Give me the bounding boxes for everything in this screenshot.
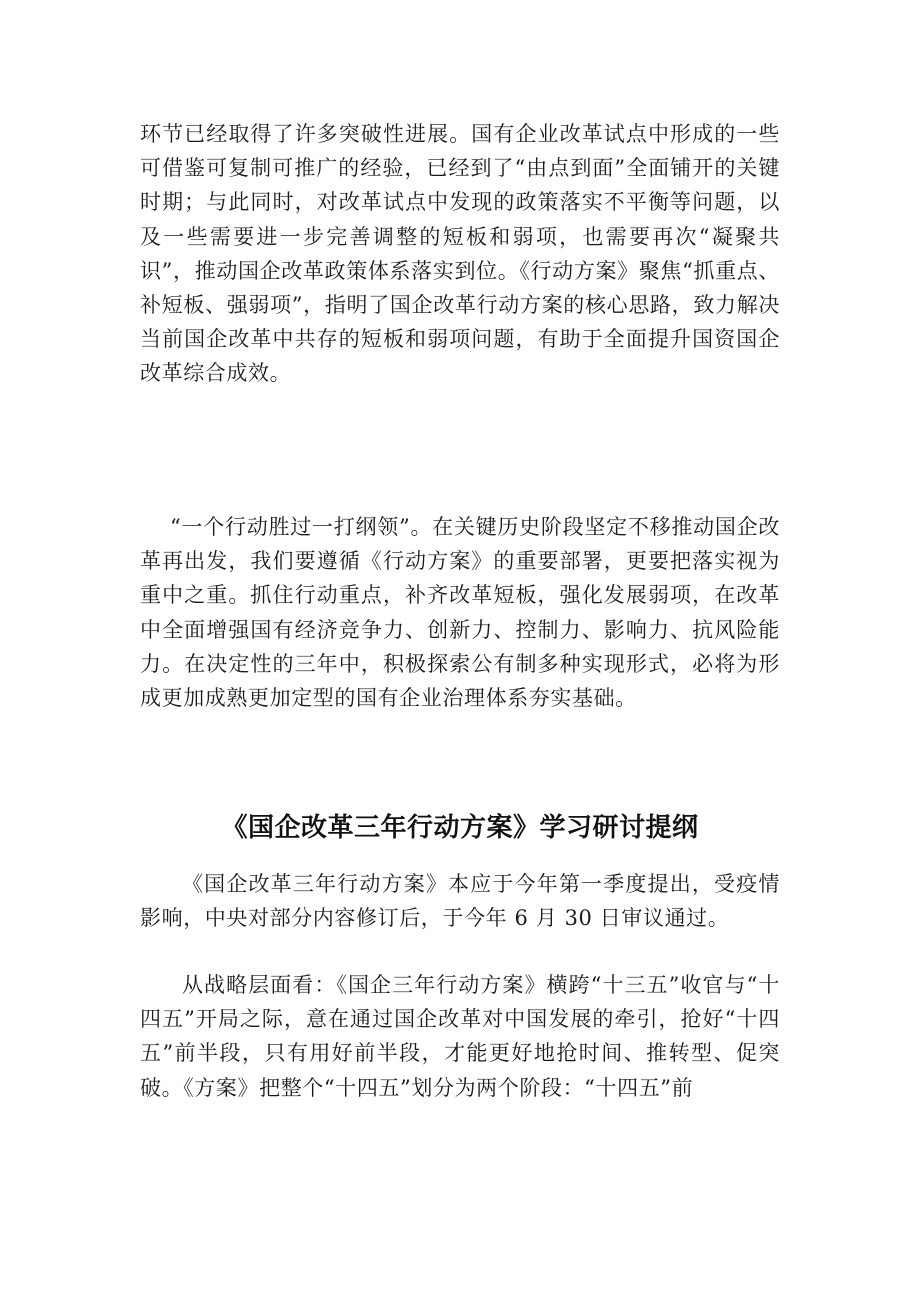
paragraph-1: 环节已经取得了许多突破性进展。国有企业改革试点中形成的一些可借鉴可复制可推广的经验，已经到了“由点到面”全面铺开的关键时期；与此同时，对改革试点中发现的政策落实不平衡等问题，以及一些需要进一步完善调整的短板和弱项，也需要再次“凝聚共识”，推动国企改革政策体系落实到位。《行动方案》聚焦“抓重点、补短板、强弱项”，指明了国企改革行动方案的核心思路，致力解决当前国企改革中共存的短板和弱项问题，有助于全面提升国资国企改革综合成效。 — [140, 122, 780, 386]
paragraph-2: “一个行动胜过一打纲领”。在关键历史阶段坚定不移推动国企改革再出发，我们要遵循《行动方案》的重要部署，更要把落实视为重中之重。抓住行动重点，补齐改革短板，强化发展弱项，在改革中全面增强国有经济竞争力、创新力、控制力、影响力、抗风险能力。在决定性的三年中，积极探索公有制多种实现形式，必将为形成更加成熟更加定型的国有企业治理体系夯实基础。 — [140, 515, 780, 711]
paragraph-4: 从战略层面看：《国企三年行动方案》横跨“十三五”收官与“十四五”开局之际，意在通过国企改革对中国发展的牵引，抢好“十四五”前半段，只有用好前半段，才能更好地抢时间、推转型、促突破。《方案》把整个“十四五”划分为两个阶段：“十四五”前 — [140, 973, 780, 1100]
paragraph-3: 《国企改革三年行动方案》本应于今年第一季度提出，受疫情影响，中央对部分内容修订后，于今年 6 月 30 日审议通过。 — [140, 872, 780, 931]
section-title: 《国企改革三年行动方案》学习研讨提纲 — [221, 813, 699, 843]
